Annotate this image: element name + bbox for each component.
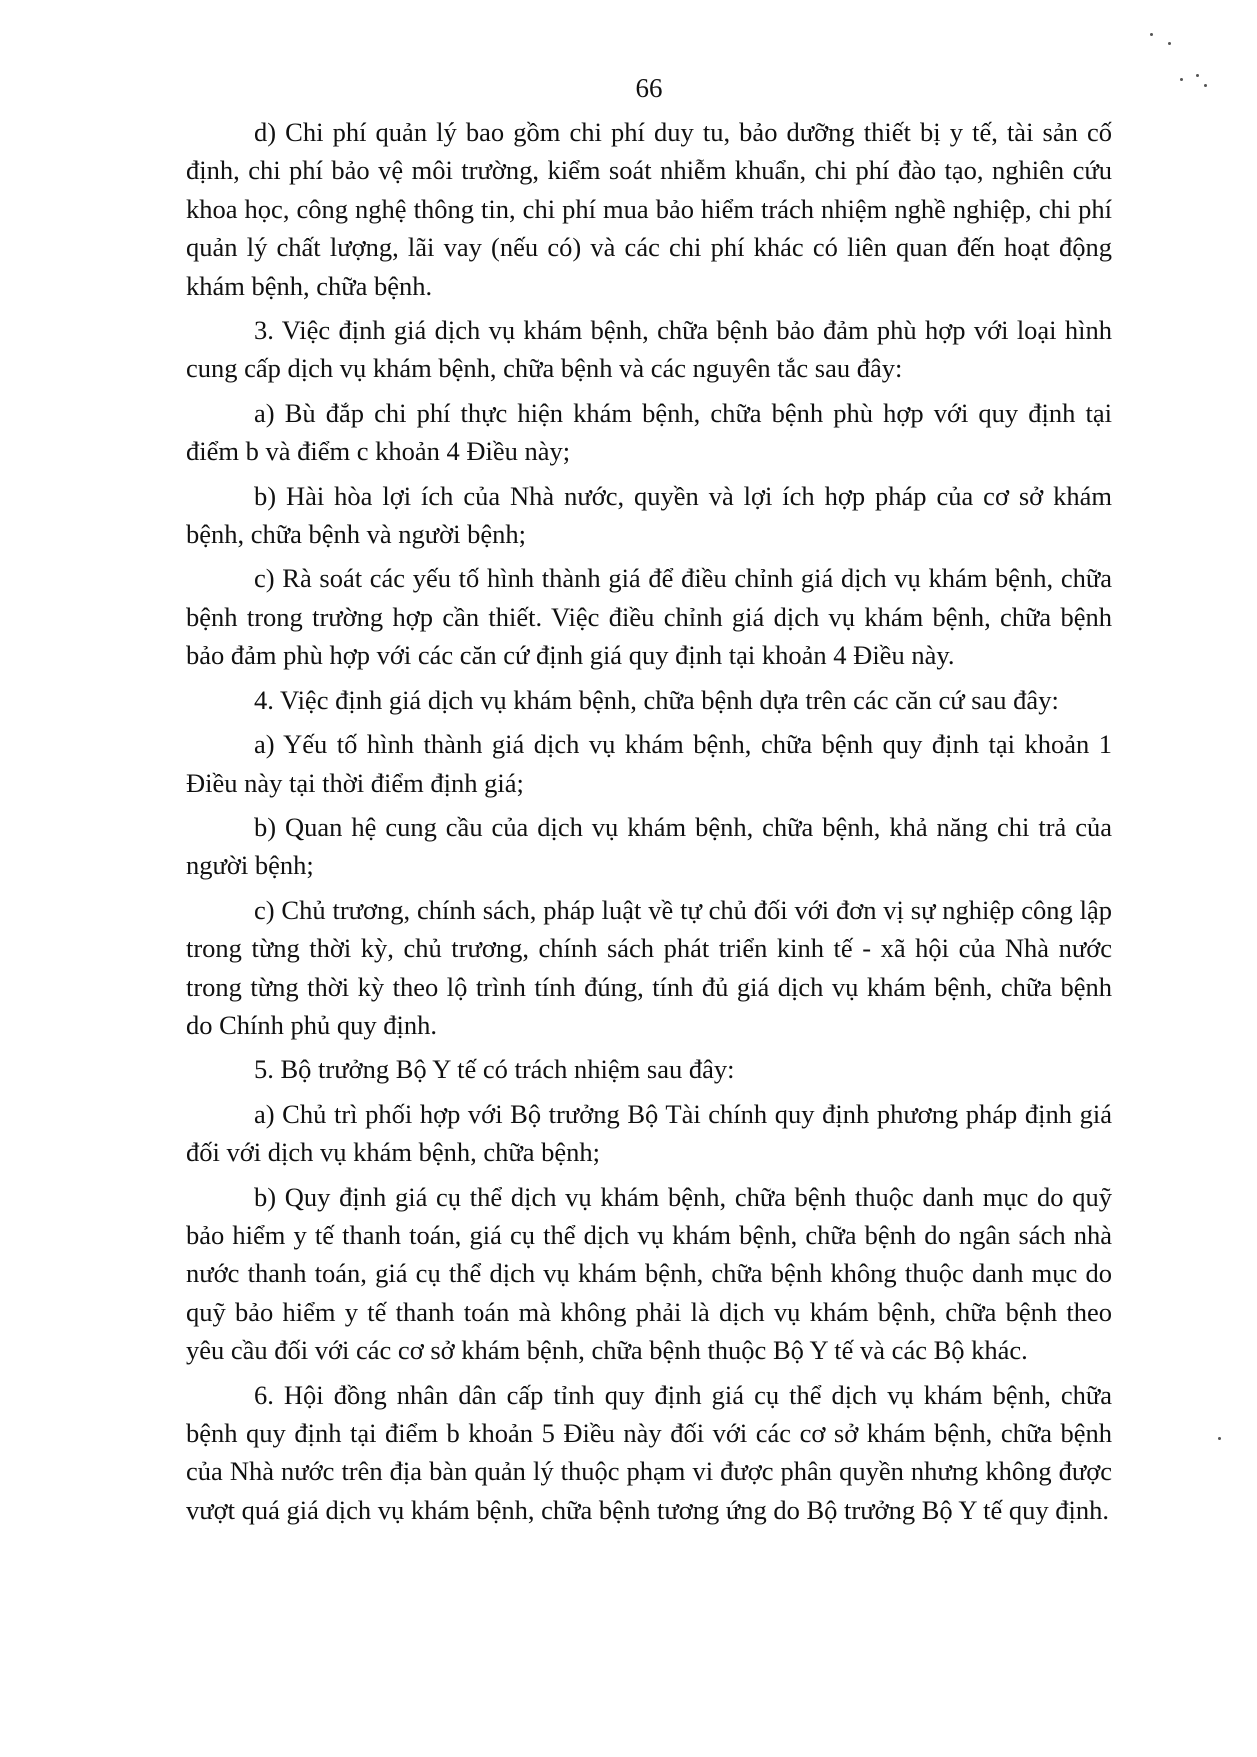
paragraph-5-minister-duties: 5. Bộ trưởng Bộ Y tế có trách nhiệm sau đây: [254, 1054, 735, 1085]
scan-speck [1204, 84, 1207, 87]
paragraph-4a-price-factors: a) Yếu tố hình thành giá dịch vụ khám bệnh, chữa bệnh quy định tại khoản 1 Điều này tại thời điểm định giá; [186, 729, 1112, 798]
scan-speck [1168, 42, 1171, 45]
paragraph-4-pricing-basis: 4. Việc định giá dịch vụ khám bệnh, chữa bệnh dựa trên các căn cứ sau đây: [254, 684, 1059, 715]
paragraph-6-provincial-council: 6. Hội đồng nhân dân cấp tỉnh quy định giá cụ thể dịch vụ khám bệnh, chữa bệnh quy định tại điểm b khoản 5 Điều này đối với các cơ sở khám bệnh, chữa bệnh của Nhà nước trên địa bàn quản lý thuộc phạm vi được phân quyền nhưng không được vượt quá giá dịch vụ khám bệnh, chữa bệnh tương ứng do Bộ trưởng Bộ Y tế quy định. [186, 1379, 1112, 1525]
paragraph-2d-management-costs: d) Chi phí quản lý bao gồm chi phí duy tu, bảo dưỡng thiết bị y tế, tài sản cố định, chi phí bảo vệ môi trường, kiểm soát nhiễm khuẩn, chi phí đào tạo, nghiên cứu khoa học, công nghệ thông tin, chi phí mua bảo hiểm trách nhiệm nghề nghiệp, chi phí quản lý chất lượng, lãi vay (nếu có) và các chi phí khác có liên quan đến hoạt động khám bệnh, chữa bệnh. [186, 117, 1112, 301]
scan-speck [1180, 78, 1183, 81]
paragraph-3c-review-factors: c) Rà soát các yếu tố hình thành giá để điều chỉnh giá dịch vụ khám bệnh, chữa bệnh trong trường hợp cần thiết. Việc điều chỉnh giá dịch vụ khám bệnh, chữa bệnh bảo đảm phù hợp với các căn cứ định giá quy định tại khoản 4 Điều này. [186, 563, 1112, 671]
paragraph-3-pricing-principles: 3. Việc định giá dịch vụ khám bệnh, chữa bệnh bảo đảm phù hợp với loại hình cung cấp dịch vụ khám bệnh, chữa bệnh và các nguyên tắc sau đây: [186, 315, 1112, 384]
scan-speck [1218, 1437, 1221, 1440]
paragraph-3b-balance-interests: b) Hài hòa lợi ích của Nhà nước, quyền và lợi ích hợp pháp của cơ sở khám bệnh, chữa bệnh và người bệnh; [186, 480, 1112, 550]
paragraph-4c-policies: c) Chủ trương, chính sách, pháp luật về tự chủ đối với đơn vị sự nghiệp công lập trong từng thời kỳ, chủ trương, chính sách phát triển kinh tế - xã hội của Nhà nước trong từng thời kỳ theo lộ trình tính đúng, tính đủ giá dịch vụ khám bệnh, chữa bệnh do Chính phủ quy định. [186, 894, 1112, 1040]
page-number: 66 [635, 73, 663, 103]
paragraph-5a-pricing-method: a) Chủ trì phối hợp với Bộ trưởng Bộ Tài chính quy định phương pháp định giá đối với dịch vụ khám bệnh, chữa bệnh; [186, 1098, 1112, 1168]
scan-speck [1196, 74, 1199, 77]
document-body [186, 113, 1112, 1535]
scan-speck [1150, 33, 1153, 36]
paragraph-4b-supply-demand: b) Quan hệ cung cầu của dịch vụ khám bệnh, chữa bệnh, khả năng chi trả của người bệnh; [186, 811, 1112, 881]
paragraph-3a-cost-recovery: a) Bù đắp chi phí thực hiện khám bệnh, chữa bệnh phù hợp với quy định tại điểm b và điểm c khoản 4 Điều này; [186, 397, 1112, 467]
paragraph-5b-specific-prices: b) Quy định giá cụ thể dịch vụ khám bệnh, chữa bệnh thuộc danh mục do quỹ bảo hiểm y tế thanh toán, giá cụ thể dịch vụ khám bệnh, chữa bệnh do ngân sách nhà nước thanh toán, giá cụ thể dịch vụ khám bệnh, chữa bệnh không thuộc danh mục do quỹ bảo hiểm y tế thanh toán mà không phải là dịch vụ khám bệnh, chữa bệnh theo yêu cầu đối với các cơ sở khám bệnh, chữa bệnh thuộc Bộ Y tế và các Bộ khác. [186, 1181, 1112, 1366]
